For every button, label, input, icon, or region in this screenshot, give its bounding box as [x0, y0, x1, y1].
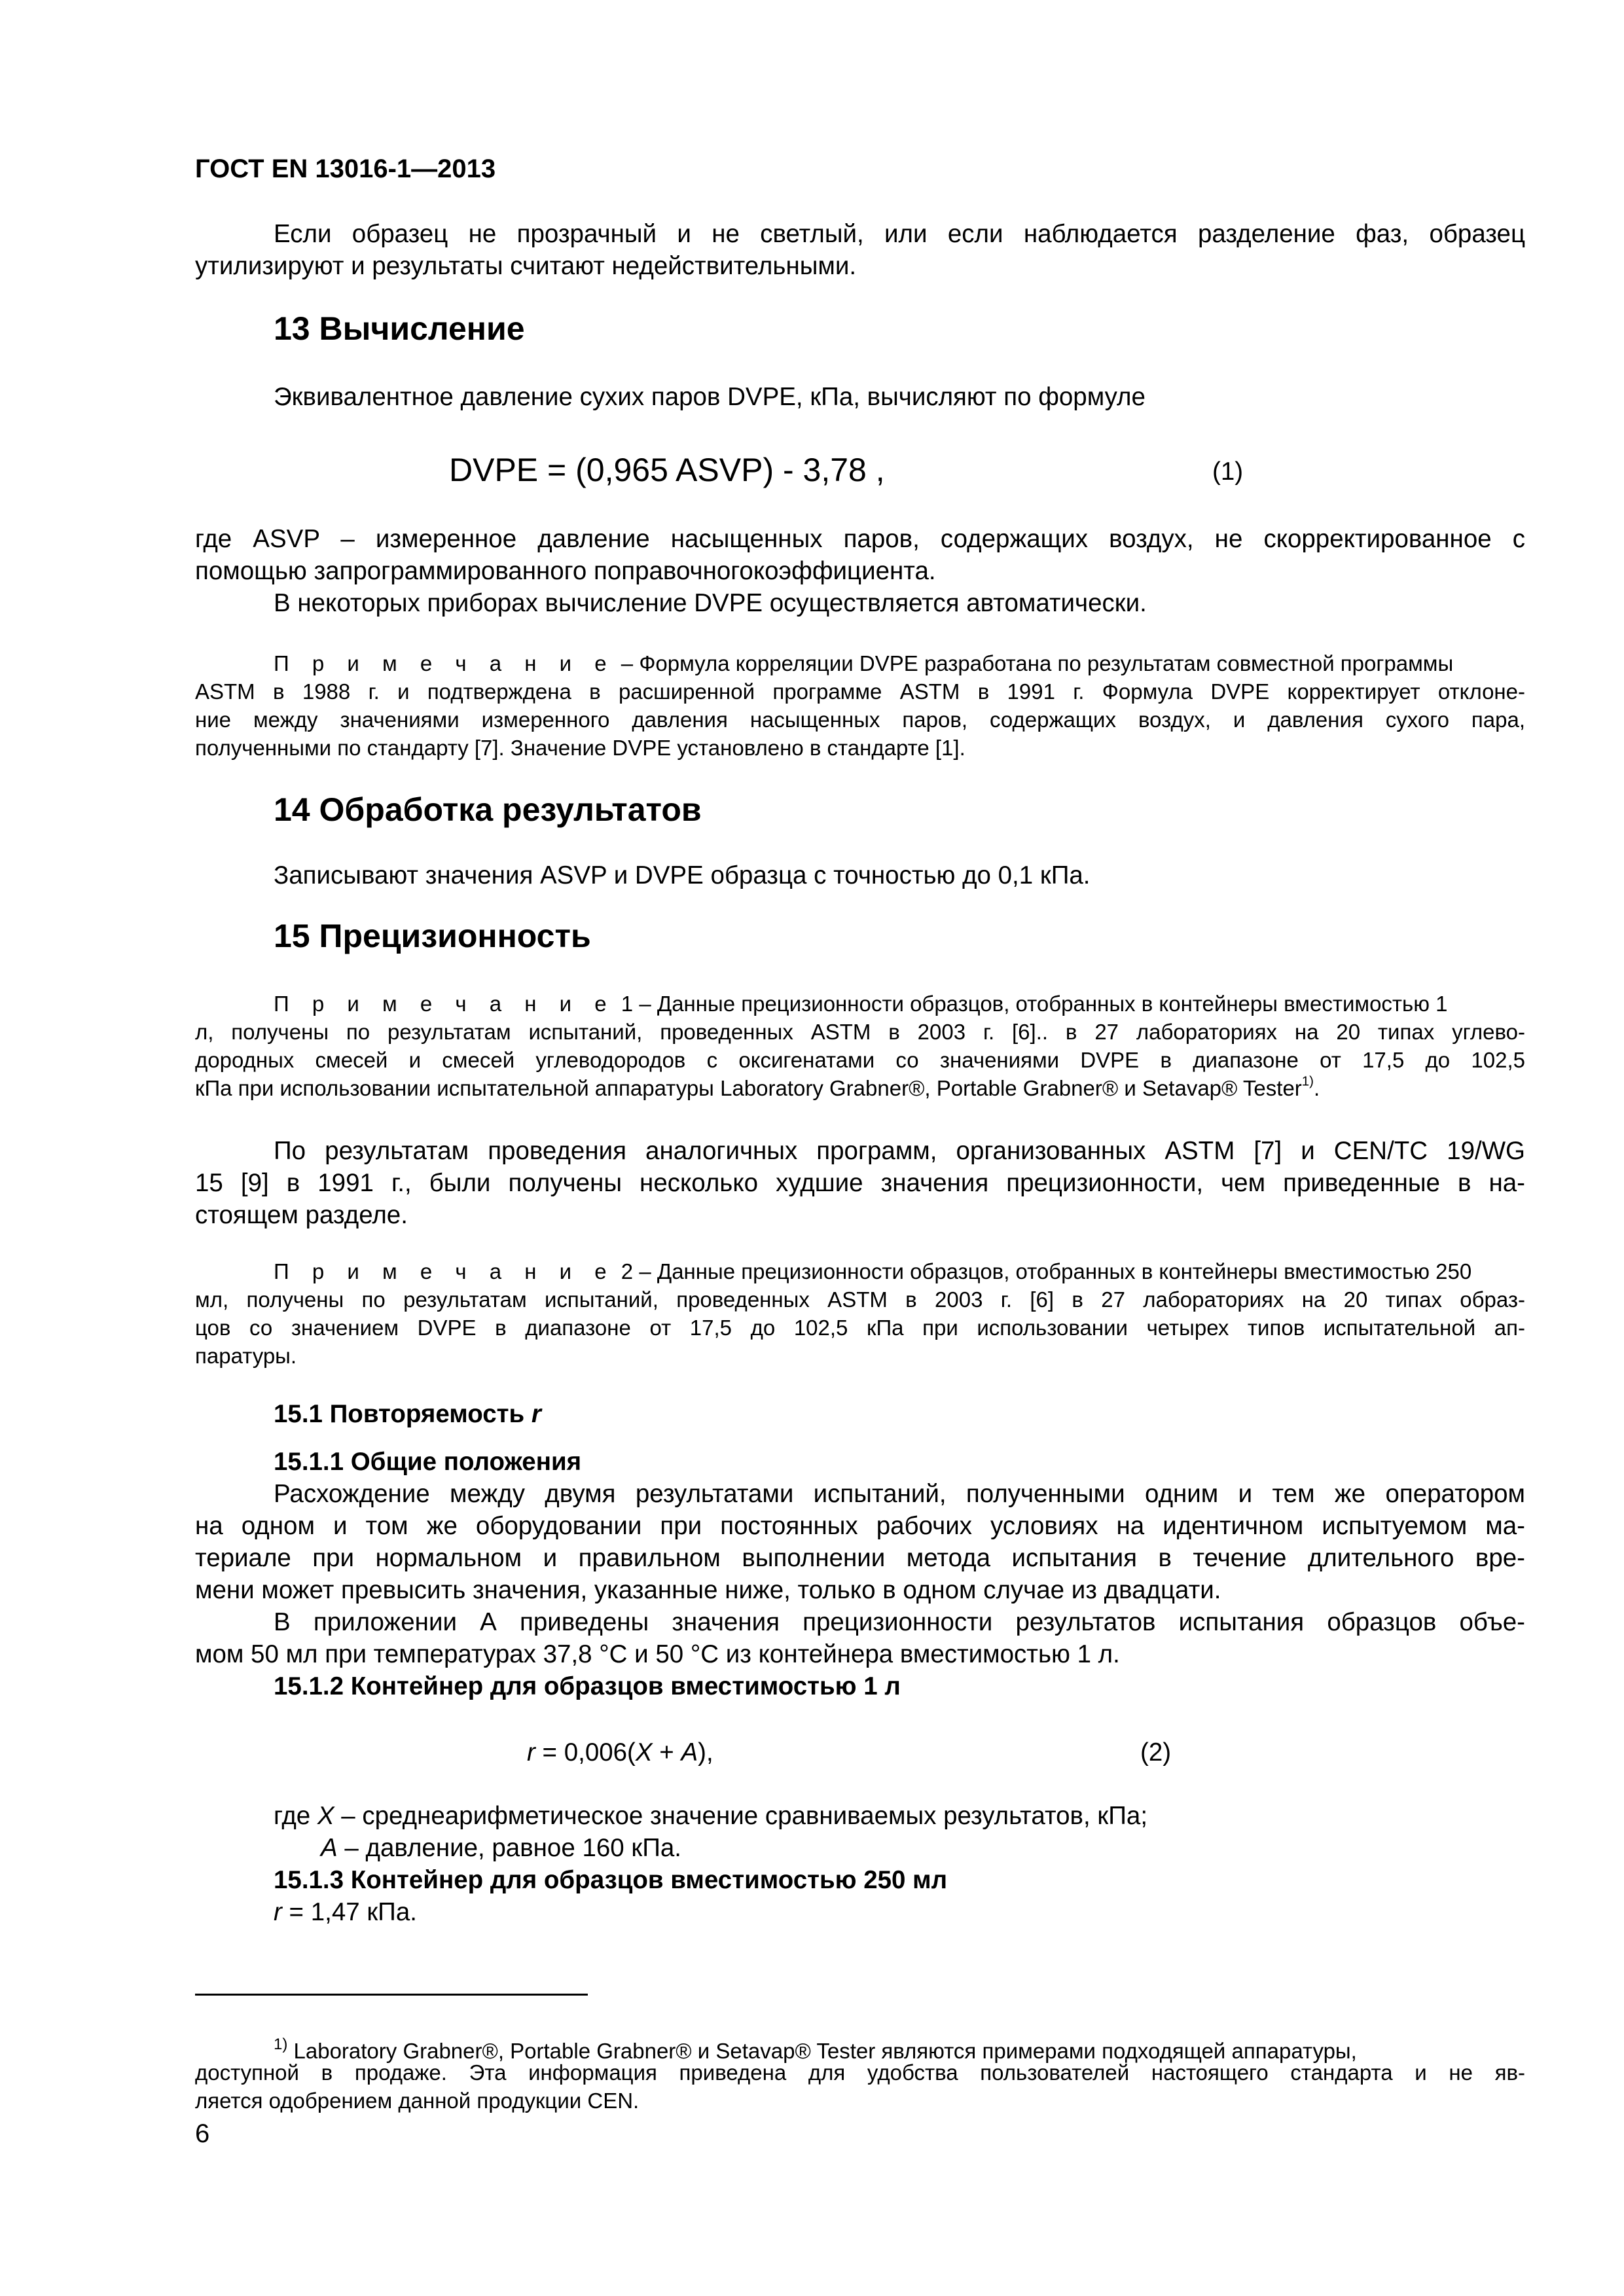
section-14-heading: 14 Обработка результатов: [274, 791, 702, 828]
formula-2: r = 0,006(X + A),: [527, 1738, 713, 1767]
note-line: мл, получены по результатам испытаний, проведенных ASTM в 2003 г. [6] в 27 лабораториях на 20 типах образ-: [195, 1287, 1525, 1312]
paragraph-line: териале при нормальном и правильном выполнении метода испытания в течение длительного вре-: [195, 1544, 1525, 1572]
note-line: полученными по стандарту [7]. Значение DVPE установлено в стандарте [1].: [195, 736, 965, 760]
section-13-text: Эквивалентное давление сухих паров DVPE, кПа, вычисляют по формуле: [274, 383, 1146, 411]
footnote-line: доступной в продаже. Эта информация приведена для удобства пользователей настоящего стандарта и не яв-: [195, 2060, 1525, 2085]
note-line: [274, 990, 1525, 1018]
paragraph-line: В приложении А приведены значения прецизионности результатов испытания образцов объе-: [274, 1608, 1525, 1636]
section-14-text: Записывают значения ASVP и DVPE образца с точностью до 0,1 кПа.: [274, 861, 1091, 889]
note-line: дородных смесей и смесей углеводородов с оксигенатами со значениями DVPE в диапазоне от 17,5 до 102,5: [195, 1048, 1525, 1072]
auto-calc-text: В некоторых приборах вычисление DVPE осуществляется автоматически.: [274, 589, 1147, 617]
where-line: где ASVP – измеренное давление насыщенных паров, содержащих воздух, не скорректированное с: [195, 525, 1525, 553]
paragraph-line: По результатам проведения аналогичных программ, организованных ASTM [7] и CEN/TC 19/WG: [274, 1137, 1525, 1165]
note-text: – Формула корреляции DVPE разработана по результатам совместной программы: [621, 651, 1454, 675]
intro-line: Если образец не прозрачный и не светлый, или если наблюдается разделение фаз, образец: [274, 220, 1525, 248]
footnote-line: ляется одобрением данной продукции CEN.: [195, 2089, 640, 2113]
section-15-1-heading: 15.1 Повторяемость r: [274, 1400, 541, 1428]
where-line: где X – среднеарифметическое значение сравниваемых результатов, кПа;: [274, 1802, 1148, 1830]
note-line: ние между значениями измеренного давления насыщенных паров, содержащих воздух, и давления сухого пара,: [195, 708, 1525, 732]
formula-1-number: (1): [1212, 457, 1244, 486]
note-label: П р и м е ч а н и е: [274, 1259, 615, 1283]
note-line: кПа при использовании испытательной аппаратуры Laboratory Grabner®, Portable Grabner® и Setavap® Tester$^{1)}$.: [195, 1073, 1320, 1100]
note-text: 2 – Данные прецизионности образцов, отобранных в контейнеры вместимостью 250: [621, 1259, 1472, 1283]
footnote-reference[interactable]: 1): [1301, 1073, 1314, 1089]
section-15-1-1-heading: 15.1.1 Общие положения: [274, 1448, 582, 1476]
document-header: ГОСТ EN 13016-1—2013: [195, 154, 496, 183]
note-text: кПа при использовании испытательной аппаратуры Laboratory Grabner®, Portable Grabner® и Setavap® Tester: [195, 1076, 1302, 1100]
paragraph-line: стоящем разделе.: [195, 1201, 408, 1229]
note-label: П р и м е ч а н и е: [274, 651, 615, 675]
paragraph-line: мом 50 мл при температурах 37,8 °С и 50 °С из контейнера вместимостью 1 л.: [195, 1640, 1120, 1668]
note-text: 1 – Данные прецизионности образцов, отобранных в контейнеры вместимостью 1: [621, 992, 1448, 1016]
paragraph-line: 15 [9] в 1991 г., были получены несколько худшие значения прецизионности, чем приведенные в на-: [195, 1169, 1525, 1197]
repeatability-value: r = 1,47 кПа.: [274, 1898, 417, 1926]
note-line: цов со значением DVPE в диапазоне от 17,5 до 102,5 кПа при использовании четырех типов испытательной ап-: [195, 1316, 1525, 1340]
note-line: [274, 1257, 1525, 1285]
paragraph-line: Расхождение между двумя результатами испытаний, полученными одним и тем же оператором: [274, 1480, 1525, 1508]
note-label: П р и м е ч а н и е: [274, 992, 615, 1016]
footnote-line: $^{1)}$ Laboratory Grabner®, Portable Grabner® и Setavap® Tester являются примерами подходящей аппаратуры,: [274, 2036, 1357, 2063]
paragraph-line: мени может превысить значения, указанные ниже, только в одном случае из двадцати.: [195, 1576, 1221, 1604]
formula-1: DVPE = (0,965 ASVP) - 3,78 ,: [449, 452, 885, 488]
formula-2-number: (2): [1140, 1738, 1172, 1767]
footnote-marker: 1): [274, 2036, 288, 2053]
paragraph-line: на одном и том же оборудовании при постоянных рабочих условиях на идентичном испытуемом ма-: [195, 1512, 1525, 1540]
section-15-1-3-heading: 15.1.3 Контейнер для образцов вместимостью 250 мл: [274, 1866, 948, 1894]
page-number: 6: [195, 2119, 210, 2148]
note-line: ASTM в 1988 г. и подтверждена в расширенной программе ASTM в 1991 г. Формула DVPE корректирует отклоне-: [195, 679, 1525, 704]
section-13-heading: 13 Вычисление: [274, 310, 525, 347]
footnote-separator: [195, 1994, 588, 1996]
where-line: помощью запрограммированного поправочногокоэффициента.: [195, 557, 936, 585]
note-line: паратуры.: [195, 1344, 297, 1368]
section-15-heading: 15 Прецизионность: [274, 918, 591, 954]
intro-line: утилизируют и результаты считают недействительными.: [195, 252, 857, 280]
note-line: л, получены по результатам испытаний, проведенных ASTM в 2003 г. [6].. в 27 лабораториях на 20 типах углево-: [195, 1020, 1525, 1044]
note-line: [274, 649, 1525, 677]
where-line: A – давление, равное 160 кПа.: [321, 1834, 682, 1862]
section-15-1-2-heading: 15.1.2 Контейнер для образцов вместимостью 1 л: [274, 1672, 901, 1700]
